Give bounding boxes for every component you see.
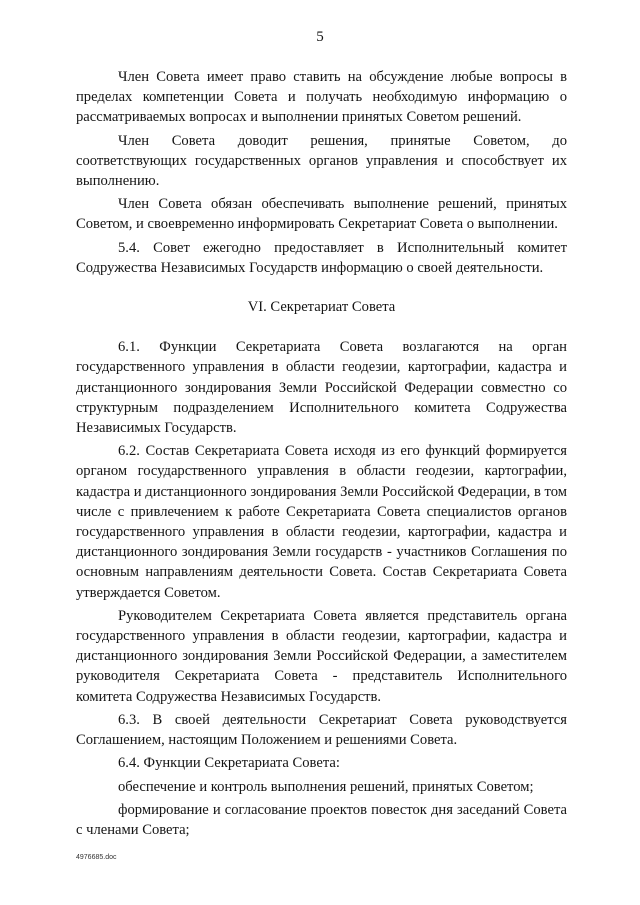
paragraph-member-rights: Член Совета имеет право ставить на обсуждение любые вопросы в пределах компетенции Совета и получать необходимую информацию о рассматриваемых вопросах и выполнении принятых Советом решений. [76,69,567,126]
paragraph-6-3: 6.3. В своей деятельности Секретариат Совета руководствуется Соглашением, настоящим Положением и решениями Совета. [76,711,567,749]
paragraph-6-4: 6.4. Функции Секретариата Совета: [118,755,340,772]
paragraph-member-duties: Член Совета доводит решения, принятые Советом, до соответствующих государственных органов управления и способствует их выполнению. [76,132,567,190]
paragraph-6-1: 6.1. Функции Секретариата Совета возлагаются на орган государственного управления в области геодезии, картографии, кадастра и дистанционного зондирования Земли Российской Федерации совместно со структурным подразделением Исполнительного комитета Содружества Независимых Государств. [76,339,567,437]
paragraph-member-obligations: Член Совета обязан обеспечивать выполнение решений, принятых Советом, и своевременно информировать Секретариат Совета о выполнении. [76,196,567,233]
paragraph-5-4: 5.4. Совет ежегодно предоставляет в Исполнительный комитет Содружества Независимых Государств информацию о своей деятельности. [76,239,567,276]
section-heading: VI. Секретариат Совета [247,299,396,316]
paragraph-6-2: 6.2. Состав Секретариата Совета исходя из его функций формируется органом государственного управления в области геодезии, картографии, кадастра и дистанционного зондирования Земли Российской Федерации, в том числе с привлечением к работе Секретариата Совета специалистов органов государственного управления в области геодезии, картографии, кадастра и дистанционного зондирования Земли государств - участников Соглашения по основным направлениям деятельности Совета. Состав Секретариата Совета утверждается Советом. [76,443,567,601]
list-item-agenda: формирование и согласование проектов повесток дня заседаний Совета с членами Совета; [76,801,567,838]
body-text [76,67,567,843]
paragraph-head-of-secretariat: Руководителем Секретариата Совета является представитель органа государственного управления в области геодезии, картографии, кадастра и дистанционного зондирования Земли Российской Федерации, а заместителем руководителя Секретариата Совета - представитель Исполнительного комитета Содружества Независимых Государств. [76,607,567,705]
page-number: 5 [316,29,324,45]
footer-filename: 4976685.doc [76,854,117,861]
list-item-control: обеспечение и контроль выполнения решений, принятых Советом; [118,778,534,795]
